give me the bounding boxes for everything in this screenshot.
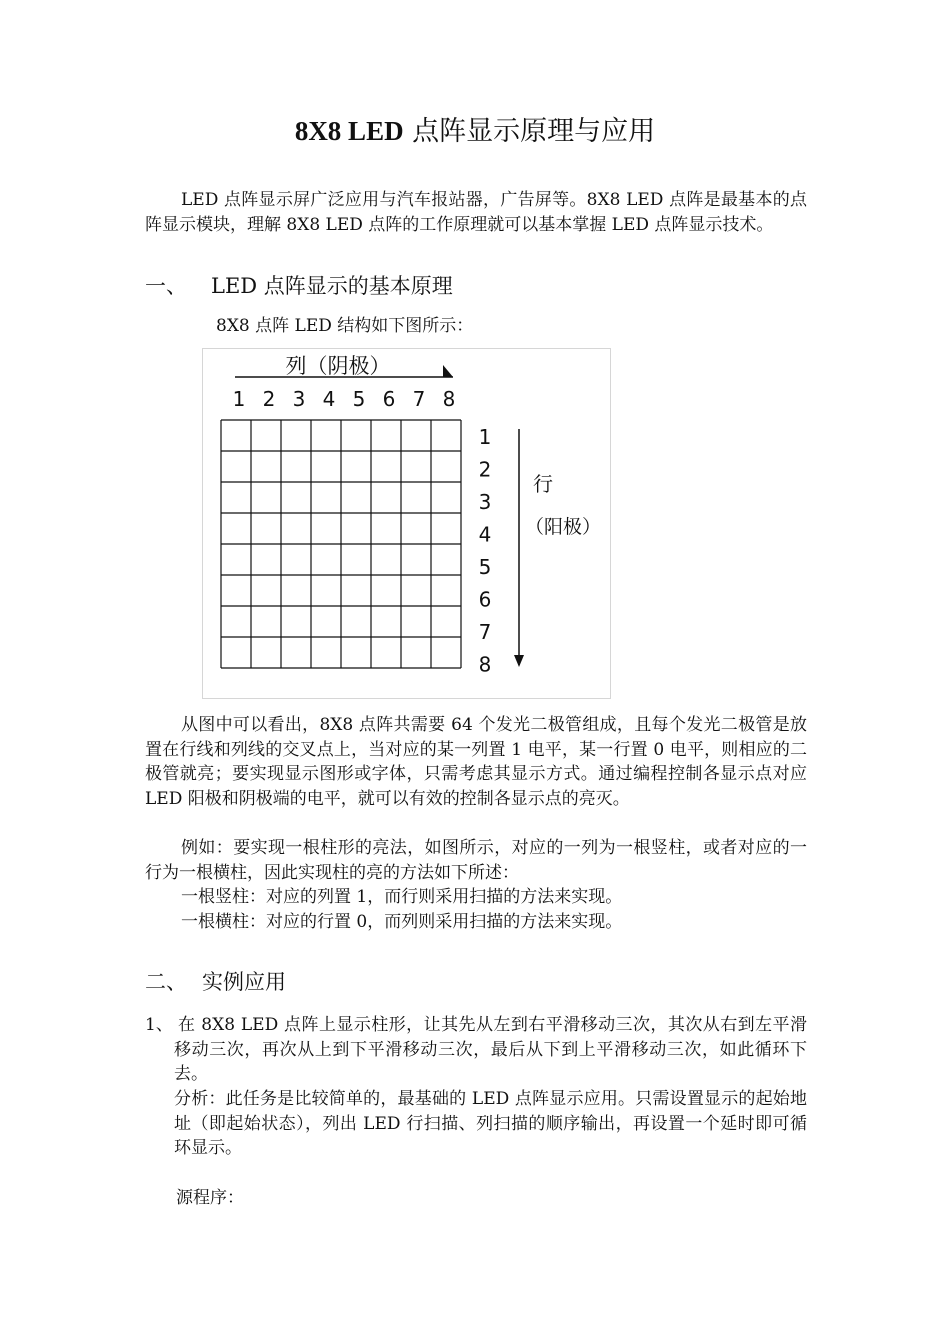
source-code-label: 源程序： xyxy=(176,1188,244,1208)
row-numbers xyxy=(479,425,492,677)
horizontal-bar-line: 一根横柱：对应的行置 0，而列则采用扫描的方法来实现。 xyxy=(181,912,623,932)
column-number-label: 2 xyxy=(262,387,276,411)
section-heading-2 xyxy=(145,967,286,997)
row-number-label: 2 xyxy=(478,457,492,482)
matrix-grid xyxy=(221,420,461,668)
column-number-label: 7 xyxy=(412,387,426,411)
column-numbers xyxy=(233,387,456,411)
column-axis-label: 列（阴极） xyxy=(285,354,391,378)
page-title-latin: 8X8 LED xyxy=(294,116,404,146)
column-number-label: 5 xyxy=(352,387,366,411)
column-number-label: 1 xyxy=(232,387,246,411)
row-number-label: 4 xyxy=(478,522,492,547)
section-number: 二、 xyxy=(145,970,187,994)
section-title: 实例应用 xyxy=(202,970,286,994)
explanation-paragraph: 从图中可以看出，8X8 点阵共需要 64 个发光二极管组成，且每个发光二极管是放置在行线和列线的交叉点上，当对应的某一列置 1 电平，某一行置 0 电平，则相应的二极管就亮；要实现显示图形或字体，只需考虑其显示方式。通过编程控制各显示点对应 LED 阳极和阴极端的电平，就可以有效的控制各显示点的亮灭。 xyxy=(145,715,807,809)
figure-caption: 8X8 点阵 LED 结构如下图所示： xyxy=(216,316,474,336)
list-item-number: 1、 xyxy=(145,1015,173,1035)
list-item-text: 在 8X8 LED 点阵上显示柱形，让其先从左到右平滑移动三次，其次从右到左平滑移动三次，再次从上到下平滑移动三次，最后从下到上平滑移动三次，如此循环下去。 xyxy=(174,1015,807,1084)
row-number-label: 8 xyxy=(478,652,492,677)
row-axis-label: 行 xyxy=(533,472,553,496)
column-number-label: 3 xyxy=(292,387,306,411)
column-number-label: 6 xyxy=(382,387,396,411)
row-number-label: 1 xyxy=(478,425,492,449)
vertical-bar-line: 一根竖柱：对应的列置 1，而行则采用扫描的方法来实现。 xyxy=(181,887,623,907)
led-matrix-diagram xyxy=(202,348,611,699)
column-axis-arrow-icon xyxy=(443,365,453,377)
example-paragraph: 例如：要实现一根柱形的亮法，如图所示，对应的一列为一根竖柱，或者对应的一行为一根横柱，因此实现柱的亮的方法如下所述： xyxy=(145,838,807,883)
section-title: LED 点阵显示的基本原理 xyxy=(211,274,453,298)
row-number-label: 7 xyxy=(478,620,492,644)
row-number-label: 6 xyxy=(478,587,492,612)
analysis-paragraph: 分析：此任务是比较简单的，最基础的 LED 点阵显示应用。只需设置显示的起始地址（即起始状态），列出 LED 行扫描、列扫描的顺序输出，再设置一个延时即可循环显示。 xyxy=(174,1089,807,1158)
row-axis-sublabel: （阳极） xyxy=(525,516,602,538)
row-number-label: 5 xyxy=(478,555,492,579)
page-title-cjk: 点阵显示原理与应用 xyxy=(412,116,656,147)
section-number: 一、 xyxy=(145,274,187,298)
row-number-label: 3 xyxy=(478,490,492,514)
column-number-label: 8 xyxy=(442,387,456,411)
row-axis-arrow-icon xyxy=(514,655,524,667)
led-matrix-svg xyxy=(203,349,612,700)
intro-paragraph: LED 点阵显示屏广泛应用与汽车报站器，广告屏等。8X8 LED 点阵是最基本的点阵显示模块，理解 8X8 LED 点阵的工作原理就可以基本掌握 LED 点阵显示技术。 xyxy=(145,190,807,235)
page-title xyxy=(0,113,950,150)
section-heading-1 xyxy=(145,271,453,301)
column-number-label: 4 xyxy=(322,387,336,411)
